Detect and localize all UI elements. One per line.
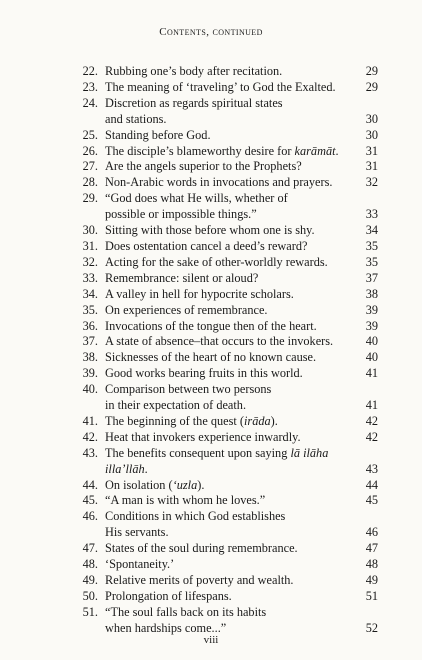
entry-page-number: 40 [365, 350, 378, 365]
entry-title: “A man is with whom he loves.” [105, 493, 266, 508]
toc-entry [78, 589, 378, 605]
entry-number: 23. [82, 79, 98, 94]
table-of-contents [78, 64, 378, 637]
entry-page-number: 43 [365, 461, 378, 476]
entry-title: Remembrance: silent or aloud? [105, 270, 259, 285]
entry-number: 29. [82, 191, 98, 206]
toc-entry [78, 303, 378, 319]
toc-entry [78, 605, 378, 637]
entry-page-number: 33 [365, 207, 378, 222]
entry-number: 22. [82, 64, 98, 78]
entry-number: 28. [82, 175, 98, 190]
entry-title: Are the angels superior to the Prophets? [105, 159, 302, 174]
entry-title: Invocations of the tongue then of the heart. [105, 318, 317, 333]
entry-title: Discretion as regards spiritual states [105, 95, 283, 110]
toc-entry [78, 144, 378, 160]
entry-number: 31. [82, 238, 98, 253]
toc-entry [78, 159, 378, 175]
entry-page-number: 30 [365, 111, 378, 126]
toc-entry [78, 541, 378, 557]
entry-number: 27. [82, 159, 98, 174]
entry-title: Good works bearing fruits in this world. [105, 366, 303, 381]
toc-entry [78, 271, 378, 287]
entry-page-number: 46 [365, 525, 378, 540]
entry-title: Sicknesses of the heart of no known cause. [105, 350, 317, 365]
entry-title: Relative merits of poverty and wealth. [105, 573, 294, 587]
page-header: Contents, continued [159, 26, 263, 38]
entry-title: Prolongation of lifespans. [105, 588, 232, 603]
toc-entry [78, 573, 378, 589]
page-number: viii [203, 634, 219, 646]
entry-title: in their expectation of death. [105, 398, 247, 413]
entry-title: The meaning of ‘traveling’ to God the Exalted. [105, 79, 336, 94]
toc-entry [78, 64, 378, 80]
toc-entry [78, 509, 378, 541]
entry-number: 46. [82, 509, 98, 524]
entry-number: 44. [82, 477, 98, 492]
entry-number: 24. [82, 95, 98, 110]
entry-title: On isolation (‘uzla). [105, 477, 205, 492]
entry-title: Rubbing one’s body after recitation. [105, 64, 283, 78]
entry-page-number: 47 [365, 541, 378, 556]
entry-title: The beginning of the quest (irāda). [105, 413, 278, 428]
entry-title: “God does what He wills, whether of [105, 191, 288, 206]
entry-number: 41. [82, 413, 98, 428]
entry-title: and stations. [105, 111, 167, 126]
entry-page-number: 30 [365, 127, 378, 142]
toc-entry [78, 478, 378, 494]
toc-entry [78, 319, 378, 335]
entry-page-number: 29 [365, 64, 378, 78]
entry-number: 51. [82, 604, 98, 619]
entry-number: 26. [82, 143, 98, 158]
entry-title: Conditions in which God establishes [105, 509, 286, 524]
entry-page-number: 44 [365, 477, 378, 492]
entry-page-number: 41 [365, 366, 378, 381]
entry-title: The benefits consequent upon saying lā ilāha [105, 445, 329, 460]
entry-title: On experiences of remembrance. [105, 302, 268, 317]
entry-title: Acting for the sake of other-worldly rewards. [105, 254, 328, 269]
entry-title: His servants. [105, 525, 169, 540]
entry-page-number: 42 [365, 429, 378, 444]
toc-entry [78, 223, 378, 239]
entry-number: 45. [82, 493, 98, 508]
entry-page-number: 42 [365, 413, 378, 428]
entry-page-number: 41 [365, 398, 378, 413]
entry-number: 36. [82, 318, 98, 333]
toc-entry [78, 366, 378, 382]
entry-page-number: 32 [365, 175, 378, 190]
toc-entry [78, 493, 378, 509]
entry-page-number: 29 [365, 79, 378, 94]
entry-title: The disciple’s blameworthy desire for karāmāt. [105, 143, 339, 158]
entry-number: 25. [82, 127, 98, 142]
entry-number: 32. [82, 254, 98, 269]
toc-entry [78, 414, 378, 430]
entry-title: Comparison between two persons [105, 382, 272, 397]
entry-number: 42. [82, 429, 98, 444]
entry-number: 49. [82, 573, 98, 587]
entry-title: possible or impossible things.” [105, 207, 257, 222]
entry-page-number: 45 [365, 493, 378, 508]
entry-page-number: 39 [365, 302, 378, 317]
toc-entry [78, 96, 378, 128]
entry-title: Sitting with those before whom one is shy. [105, 223, 315, 238]
toc-entry [78, 334, 378, 350]
entry-page-number: 35 [365, 238, 378, 253]
entry-number: 37. [82, 334, 98, 349]
entry-number: 50. [82, 588, 98, 603]
entry-number: 47. [82, 541, 98, 556]
entry-page-number: 37 [365, 270, 378, 285]
entry-page-number: 40 [365, 334, 378, 349]
toc-entry [78, 287, 378, 303]
entry-number: 34. [82, 286, 98, 301]
toc-entry [78, 191, 378, 223]
entry-number: 43. [82, 445, 98, 460]
toc-entry [78, 175, 378, 191]
entry-title: illa’llāh. [105, 461, 148, 476]
entry-title: States of the soul during remembrance. [105, 541, 298, 556]
toc-entry [78, 557, 378, 573]
entry-title: “The soul falls back on its habits [105, 604, 267, 619]
toc-entry [78, 382, 378, 414]
entry-title: A valley in hell for hypocrite scholars. [105, 286, 294, 301]
entry-title: A state of absence–that occurs to the invokers. [105, 334, 334, 349]
toc-entry [78, 255, 378, 271]
toc-entry [78, 430, 378, 446]
entry-number: 35. [82, 302, 98, 317]
entry-number: 33. [82, 270, 98, 285]
toc-entry [78, 239, 378, 255]
entry-page-number: 39 [365, 318, 378, 333]
entry-number: 30. [82, 223, 98, 238]
toc-entry [78, 350, 378, 366]
entry-title: when hardships come...” [105, 620, 227, 635]
entry-title: ‘Spontaneity.’ [105, 557, 175, 572]
entry-page-number: 49 [365, 573, 378, 587]
entry-page-number: 34 [365, 223, 378, 238]
entry-page-number: 35 [365, 254, 378, 269]
toc-entry [78, 128, 378, 144]
entry-title: Standing before God. [105, 127, 211, 142]
entry-number: 48. [82, 557, 98, 572]
entry-title: Does ostentation cancel a deed’s reward? [105, 238, 308, 253]
toc-entry [78, 80, 378, 96]
entry-page-number: 31 [365, 159, 378, 174]
entry-page-number: 52 [365, 620, 378, 635]
entry-page-number: 31 [365, 143, 378, 158]
entry-title: Non-Arabic words in invocations and prayers. [105, 175, 333, 190]
entry-number: 39. [82, 366, 98, 381]
entry-number: 38. [82, 350, 98, 365]
entry-title: Heat that invokers experience inwardly. [105, 429, 301, 444]
entry-page-number: 51 [365, 588, 378, 603]
entry-page-number: 48 [365, 557, 378, 572]
toc-entry [78, 446, 378, 478]
entry-page-number: 38 [365, 286, 378, 301]
entry-number: 40. [82, 382, 98, 397]
